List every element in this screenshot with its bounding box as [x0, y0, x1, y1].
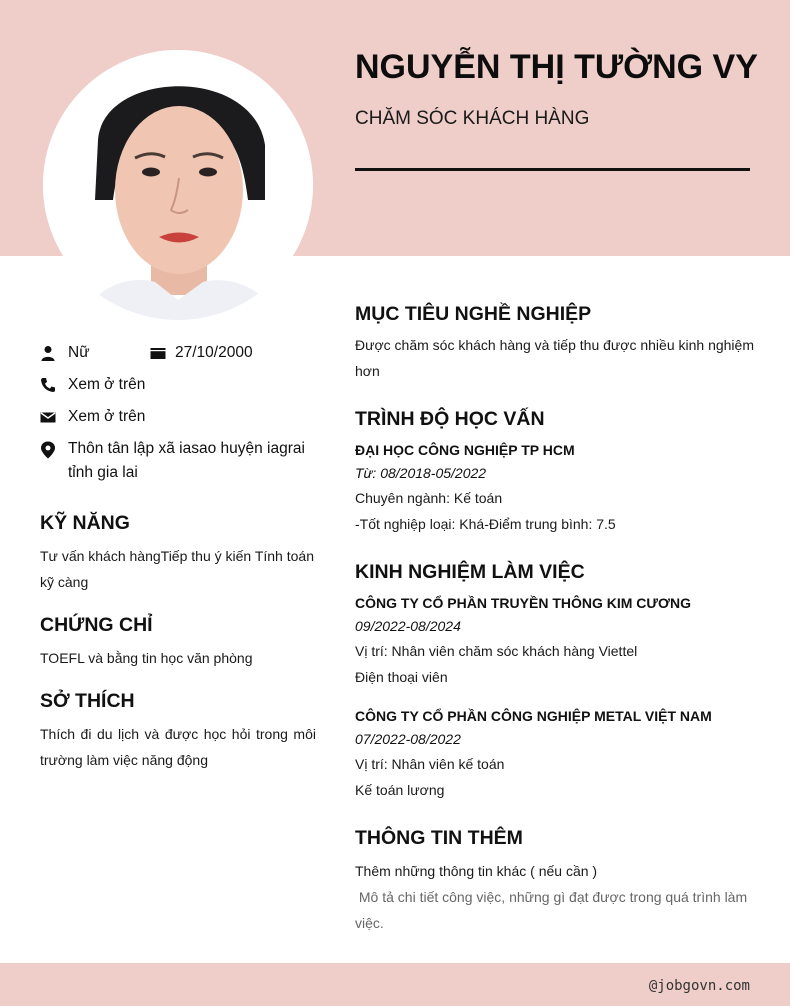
phone-icon	[40, 377, 56, 393]
email-value: Xem ở trên	[68, 408, 146, 425]
extra-info-line: Thêm những thông tin khác ( nếu cần )	[355, 863, 598, 879]
profile-photo	[43, 50, 313, 320]
footer-credit: @jobgovn.com	[648, 978, 750, 994]
education-result: -Tốt nghiệp loại: Khá-Điểm trung bình: 7.5	[355, 516, 616, 532]
education-school: ĐẠI HỌC CÔNG NGHIỆP TP HCM	[355, 442, 575, 458]
address-value: Thôn tân lập xã iasao huyện iagrai tỉnh gia lai	[68, 440, 305, 481]
calendar-icon	[150, 345, 166, 361]
mail-icon	[40, 409, 56, 425]
candidate-title: CHĂM SÓC KHÁCH HÀNG	[355, 108, 590, 129]
job-period: 07/2022-08/2022	[355, 731, 461, 747]
contact-birthdate	[150, 341, 320, 365]
contact-address	[40, 437, 320, 485]
certificates-heading: CHỨNG CHỈ	[40, 614, 153, 636]
hobbies-text: Thích đi du lịch và được học hỏi trong môi trường làm việc năng động	[40, 726, 316, 768]
person-icon	[40, 345, 56, 361]
job-company: CÔNG TY CỔ PHẦN CÔNG NGHIỆP METAL VIỆT NAM	[355, 708, 712, 724]
education-period: Từ: 08/2018-05/2022	[355, 465, 487, 481]
certificates-text: TOEFL và bằng tin học văn phòng	[40, 650, 253, 666]
hobbies-heading: SỞ THÍCH	[40, 690, 135, 712]
job-period: 09/2022-08/2024	[355, 618, 461, 634]
experience-heading: KINH NGHIỆM LÀM VIỆC	[355, 561, 585, 583]
job-position: Vị trí: Nhân viên chăm sóc khách hàng Viettel	[355, 643, 638, 659]
header-divider	[355, 168, 750, 171]
job-detail: Kế toán lương	[355, 782, 445, 798]
job-position: Vị trí: Nhân viên kế toán	[355, 756, 505, 772]
education-heading: TRÌNH ĐỘ HỌC VẤN	[355, 408, 545, 430]
skills-text: Tư vấn khách hàngTiếp thu ý kiến Tính toán kỹ càng	[40, 548, 314, 590]
objective-heading: MỤC TIÊU NGHỀ NGHIỆP	[355, 303, 592, 325]
skills-heading: KỸ NĂNG	[40, 512, 130, 534]
job-company: CÔNG TY CỔ PHẦN TRUYỀN THÔNG KIM CƯƠNG	[355, 595, 691, 611]
extra-info-heading: THÔNG TIN THÊM	[355, 827, 523, 849]
contact-email	[40, 405, 320, 429]
job-detail: Điện thoại viên	[355, 669, 448, 685]
phone-value: Xem ở trên	[68, 376, 146, 393]
birthdate-value: 27/10/2000	[175, 344, 253, 361]
objective-text: Được chăm sóc khách hàng và tiếp thu được nhiều kinh nghiệm hơn	[355, 337, 754, 379]
education-major: Chuyên ngành: Kế toán	[355, 490, 503, 506]
extra-info-description: Mô tả chi tiết công việc, những gì đạt được trong quá trình làm việc.	[355, 889, 752, 931]
gender-value: Nữ	[68, 344, 90, 361]
location-pin-icon	[40, 441, 56, 459]
candidate-name: NGUYỄN THỊ TƯỜNG VY	[355, 48, 758, 86]
contact-phone	[40, 373, 320, 397]
